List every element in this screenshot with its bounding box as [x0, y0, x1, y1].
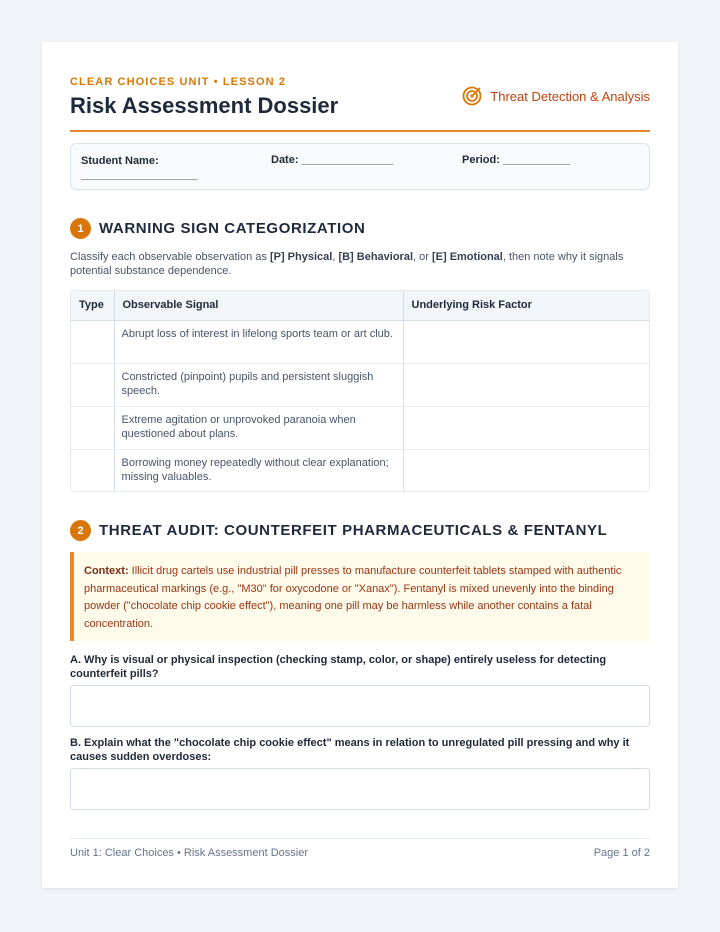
signal-cell: Abrupt loss of interest in lifelong sports team or art club. — [114, 320, 403, 363]
section-1-header — [70, 218, 650, 239]
student-name-field[interactable]: Student Name: ___________________ — [81, 155, 198, 181]
type-cell[interactable] — [71, 406, 114, 449]
section-number-badge: 2 — [70, 520, 91, 541]
page-number: Page 1 of 2 — [593, 847, 650, 859]
column-header-signal: Observable Signal — [114, 291, 403, 320]
header-divider — [70, 130, 650, 132]
footer-unit-label: Unit 1: Clear Choices • Risk Assessment Dossier — [70, 847, 308, 859]
header-badge — [462, 86, 650, 106]
section-2-header — [70, 520, 650, 541]
question-b: B. Explain what the "chocolate chip cookie effect" means in relation to unregulated pill pressing and why it causes sudden overdoses: — [70, 737, 630, 763]
type-cell[interactable] — [71, 449, 114, 492]
page-title: Risk Assessment Dossier — [70, 93, 339, 118]
physical-category: [P] Physical — [269, 251, 333, 263]
column-header-risk: Underlying Risk Factor — [403, 291, 649, 320]
column-header-type: Type — [71, 291, 114, 320]
context-text: Illicit drug cartels use industrial pill presses to manufacture counterfeit tablets stamped with authentic pharmaceutical markings (e.g., "M30" for oxycodone or "Xanax"). Fentanyl is mixed unevenly into the binding powder ("chocolate chip cookie effect"), meaning one pill may be harmless while another contains a fatal concentration. — [84, 565, 622, 630]
answer-b-field[interactable] — [70, 768, 650, 810]
context-label: Context: — [84, 565, 129, 577]
context-callout — [70, 552, 650, 641]
emotional-category: [E] Emotional — [431, 251, 503, 263]
page-header — [70, 42, 650, 132]
instructions-separator: , — [332, 251, 339, 263]
header-badge-label: Threat Detection & Analysis — [490, 88, 650, 104]
signal-cell: Extreme agitation or unprovoked paranoia when questioned about plans. — [114, 406, 403, 449]
unit-eyebrow: CLEAR CHOICES UNIT • LESSON 2 — [70, 76, 287, 88]
risk-factor-cell[interactable] — [403, 449, 649, 492]
date-field[interactable]: Date: _______________ — [271, 154, 394, 166]
table-header-row — [71, 291, 649, 320]
risk-factor-cell[interactable] — [403, 363, 649, 406]
signal-cell: Borrowing money repeatedly without clear explanation; missing valuables. — [114, 449, 403, 492]
instructions-text: Classify each observable observation as — [70, 251, 270, 263]
table-row — [71, 449, 649, 492]
type-cell[interactable] — [71, 363, 114, 406]
section-title: WARNING SIGN CATEGORIZATION — [99, 220, 366, 237]
worksheet-page — [42, 42, 678, 888]
warning-sign-table — [70, 290, 650, 492]
question-a: A. Why is visual or physical inspection (checking stamp, color, or shape) entirely useless for detecting counterfeit pills? — [70, 654, 607, 680]
signal-cell: Constricted (pinpoint) pupils and persistent sluggish speech. — [114, 363, 403, 406]
section-title: THREAT AUDIT: COUNTERFEIT PHARMACEUTICALS & FENTANYL — [99, 522, 608, 539]
instructions-separator: , or — [413, 251, 432, 263]
radar-target-icon — [462, 86, 482, 106]
student-info-box — [70, 143, 650, 190]
section-number-badge: 1 — [70, 218, 91, 239]
type-cell[interactable] — [71, 320, 114, 363]
risk-factor-cell[interactable] — [403, 406, 649, 449]
footer-divider — [70, 838, 650, 839]
period-field[interactable]: Period: ___________ — [462, 154, 571, 166]
table-row — [71, 320, 649, 363]
section-1-instructions — [70, 250, 650, 278]
instructions-text: , then note why it signals potential substance dependence. — [70, 251, 624, 277]
table-row — [71, 406, 649, 449]
table-row — [71, 363, 649, 406]
risk-factor-cell[interactable] — [403, 320, 649, 363]
answer-a-field[interactable] — [70, 685, 650, 727]
behavioral-category: [B] Behavioral — [338, 251, 414, 263]
